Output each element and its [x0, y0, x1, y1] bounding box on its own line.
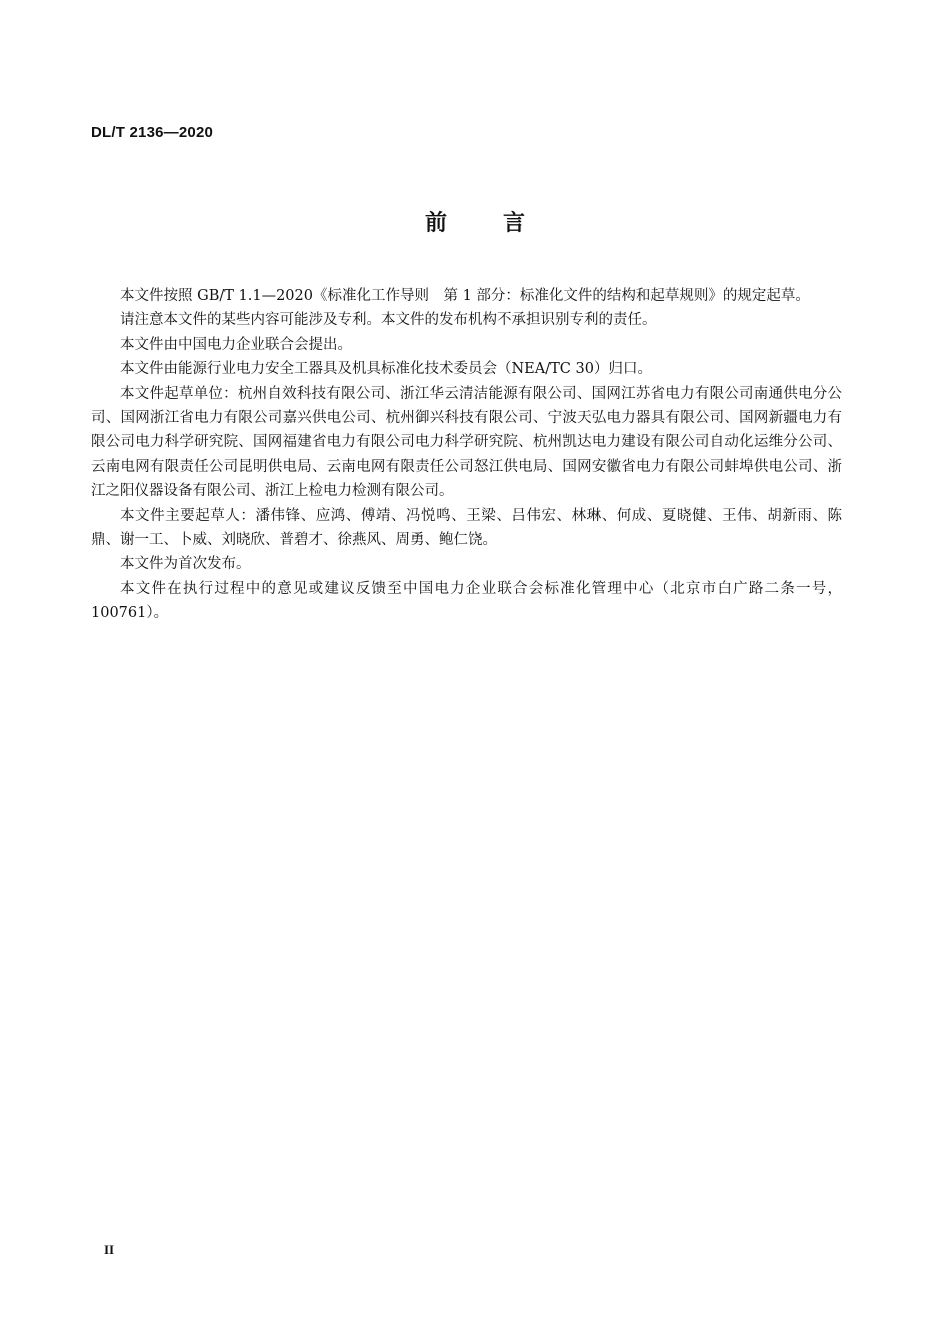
paragraph-drafting-units: 本文件起草单位：杭州自效科技有限公司、浙江华云清洁能源有限公司、国网江苏省电力有限公司南通供电分公司、国网浙江省电力有限公司嘉兴供电公司、杭州御兴科技有限公司、宁波天弘电力器具有限公司、国网新疆电力有限公司电力科学研究院、国网福建省电力有限公司电力科学研究院、杭州凯达电力建设有限公司自动化运维分公司、云南电网有限责任公司昆明供电局、云南电网有限责任公司怒江供电局、国网安徽省电力有限公司蚌埠供电公司、浙江之阳仪器设备有限公司、浙江上检电力检测有限公司。 — [91, 385, 842, 500]
paragraph-drafters: 本文件主要起草人：潘伟锋、应鸿、傅靖、冯悦鸣、王梁、吕伟宏、林琳、何成、夏晓健、王伟、胡新雨、陈鼎、谢一工、卜威、刘晓欣、普碧才、徐燕风、周勇、鲍仁饶。 — [91, 507, 842, 549]
title-char-1: 前 — [424, 211, 447, 236]
paragraph-first-release: 本文件为首次发布。 — [120, 556, 251, 573]
paragraph-technical-committee: 本文件由能源行业电力安全工器具及机具标准化技术委员会（NEA/TC 30）归口。 — [120, 361, 652, 378]
paragraph-proposer: 本文件由中国电力企业联合会提出。 — [120, 336, 352, 353]
document-code: DL/T 2136—2020 — [91, 124, 214, 141]
paragraph-drafting-rules: 本文件按照 GB/T 1.1—2020《标准化工作导则 第 1 部分：标准化文件的结构和起草规则》的规定起草。 — [120, 288, 810, 304]
page-number: II — [104, 1242, 115, 1257]
paragraph-patent-notice: 请注意本文件的某些内容可能涉及专利。本文件的发布机构不承担识别专利的责任。 — [120, 312, 657, 329]
paragraph-feedback: 本文件在执行过程中的意见或建议反馈至中国电力企业联合会标准化管理中心（北京市白广路二条一号，100761）。 — [91, 580, 842, 622]
page-title — [0, 206, 950, 237]
title-char-2: 言 — [503, 211, 526, 236]
preface-body — [91, 284, 842, 626]
